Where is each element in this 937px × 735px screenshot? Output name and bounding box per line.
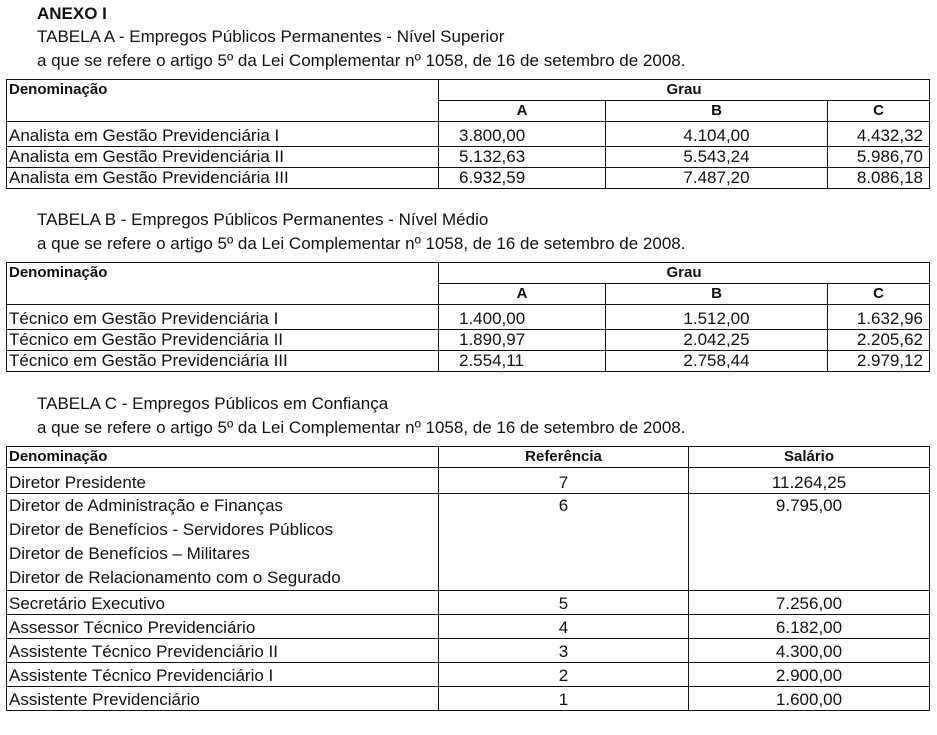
table-row — [7, 615, 930, 639]
row-name: Técnico em Gestão Previdenciária II — [7, 330, 439, 351]
row-name: Assessor Técnico Previdenciário — [7, 615, 439, 639]
table-c — [6, 446, 930, 711]
row-name: Analista em Gestão Previdenciária II — [7, 147, 439, 168]
row-salario: 2.900,00 — [689, 663, 930, 687]
row-referencia: 3 — [439, 639, 689, 663]
row-referencia: 6 — [439, 494, 689, 591]
grade-b-value: 5.543,24 — [606, 147, 828, 168]
grade-c-value: 2.979,12 — [828, 351, 930, 372]
table-a-header-grau: Grau — [439, 80, 930, 101]
grade-b-value: 2.042,25 — [606, 330, 828, 351]
annex-heading: ANEXO I — [37, 4, 107, 23]
grade-b-value: 4.104,00 — [606, 126, 828, 147]
table-b-header-grau: Grau — [439, 263, 930, 284]
row-referencia: 4 — [439, 615, 689, 639]
table-row — [7, 663, 930, 687]
row-salario: 7.256,00 — [689, 591, 930, 615]
grade-a-value: 2.554,11 — [439, 351, 606, 372]
table-a-header-grade: C — [828, 101, 930, 122]
table-row — [7, 126, 930, 147]
table-row — [7, 591, 930, 615]
table-row — [7, 330, 930, 351]
grade-c-value: 4.432,32 — [828, 126, 930, 147]
grade-b-value: 1.512,00 — [606, 309, 828, 330]
table-c-header-denominacao: Denominação — [7, 447, 439, 468]
table-row — [7, 147, 930, 168]
row-referencia: 5 — [439, 591, 689, 615]
row-name: Técnico em Gestão Previdenciária III — [7, 351, 439, 372]
grade-a-value: 1.890,97 — [439, 330, 606, 351]
row-name-group — [7, 494, 439, 591]
grade-a-value: 6.932,59 — [439, 168, 606, 189]
row-salario: 6.182,00 — [689, 615, 930, 639]
table-a-title: TABELA A - Empregos Públicos Permanentes - Nível Superior — [37, 27, 505, 46]
row-name: Analista em Gestão Previdenciária III — [7, 168, 439, 189]
row-salario: 1.600,00 — [689, 687, 930, 711]
table-b-header-grade: A — [439, 284, 606, 305]
table-a-header-grade: B — [606, 101, 828, 122]
grade-c-value: 1.632,96 — [828, 309, 930, 330]
row-name: Técnico em Gestão Previdenciária I — [7, 309, 439, 330]
table-b-title: TABELA B - Empregos Públicos Permanentes - Nível Médio — [37, 210, 489, 229]
row-referencia: 7 — [439, 468, 689, 494]
table-row — [7, 351, 930, 372]
row-name: Assistente Técnico Previdenciário II — [7, 639, 439, 663]
grade-a-value: 3.800,00 — [439, 126, 606, 147]
table-c-title: TABELA C - Empregos Públicos em Confiança — [37, 394, 389, 413]
row-referencia: 2 — [439, 663, 689, 687]
table-b — [6, 262, 930, 372]
table-c-subtitle: a que se refere o artigo 5º da Lei Complementar nº 1058, de 16 de setembro de 2008. — [37, 418, 686, 437]
row-salario: 9.795,00 — [689, 494, 930, 591]
row-name: Diretor de Administração e Finanças — [9, 496, 284, 515]
table-c-header-salario: Salário — [689, 447, 930, 468]
grade-b-value: 2.758,44 — [606, 351, 828, 372]
row-name: Assistente Previdenciário — [7, 687, 439, 711]
table-row — [7, 468, 930, 494]
table-row — [7, 639, 930, 663]
table-b-header-denominacao: Denominação — [7, 263, 439, 305]
row-referencia: 1 — [439, 687, 689, 711]
row-name: Diretor Presidente — [7, 468, 439, 494]
table-b-subtitle: a que se refere o artigo 5º da Lei Complementar nº 1058, de 16 de setembro de 2008. — [37, 234, 686, 253]
table-a — [6, 79, 930, 189]
table-row — [7, 494, 930, 591]
table-a-header-denominacao: Denominação — [7, 80, 439, 122]
grade-b-value: 7.487,20 — [606, 168, 828, 189]
row-salario: 11.264,25 — [689, 468, 930, 494]
row-name: Diretor de Benefícios – Militares — [9, 544, 250, 563]
grade-c-value: 2.205,62 — [828, 330, 930, 351]
row-salario: 4.300,00 — [689, 639, 930, 663]
table-row — [7, 309, 930, 330]
row-name: Secretário Executivo — [7, 591, 439, 615]
grade-c-value: 5.986,70 — [828, 147, 930, 168]
grade-a-value: 1.400,00 — [439, 309, 606, 330]
grade-c-value: 8.086,18 — [828, 168, 930, 189]
table-b-header-grade: C — [828, 284, 930, 305]
grade-a-value: 5.132,63 — [439, 147, 606, 168]
row-name: Diretor de Relacionamento com o Segurado — [9, 568, 341, 587]
table-b-header-grade: B — [606, 284, 828, 305]
row-name: Analista em Gestão Previdenciária I — [7, 126, 439, 147]
row-name: Assistente Técnico Previdenciário I — [7, 663, 439, 687]
table-c-header-referencia: Referência — [439, 447, 689, 468]
table-row — [7, 687, 930, 711]
table-a-header-grade: A — [439, 101, 606, 122]
row-name: Diretor de Benefícios - Servidores Públicos — [9, 520, 334, 539]
table-row — [7, 168, 930, 189]
table-a-subtitle: a que se refere o artigo 5º da Lei Complementar nº 1058, de 16 de setembro de 2008. — [37, 51, 686, 70]
